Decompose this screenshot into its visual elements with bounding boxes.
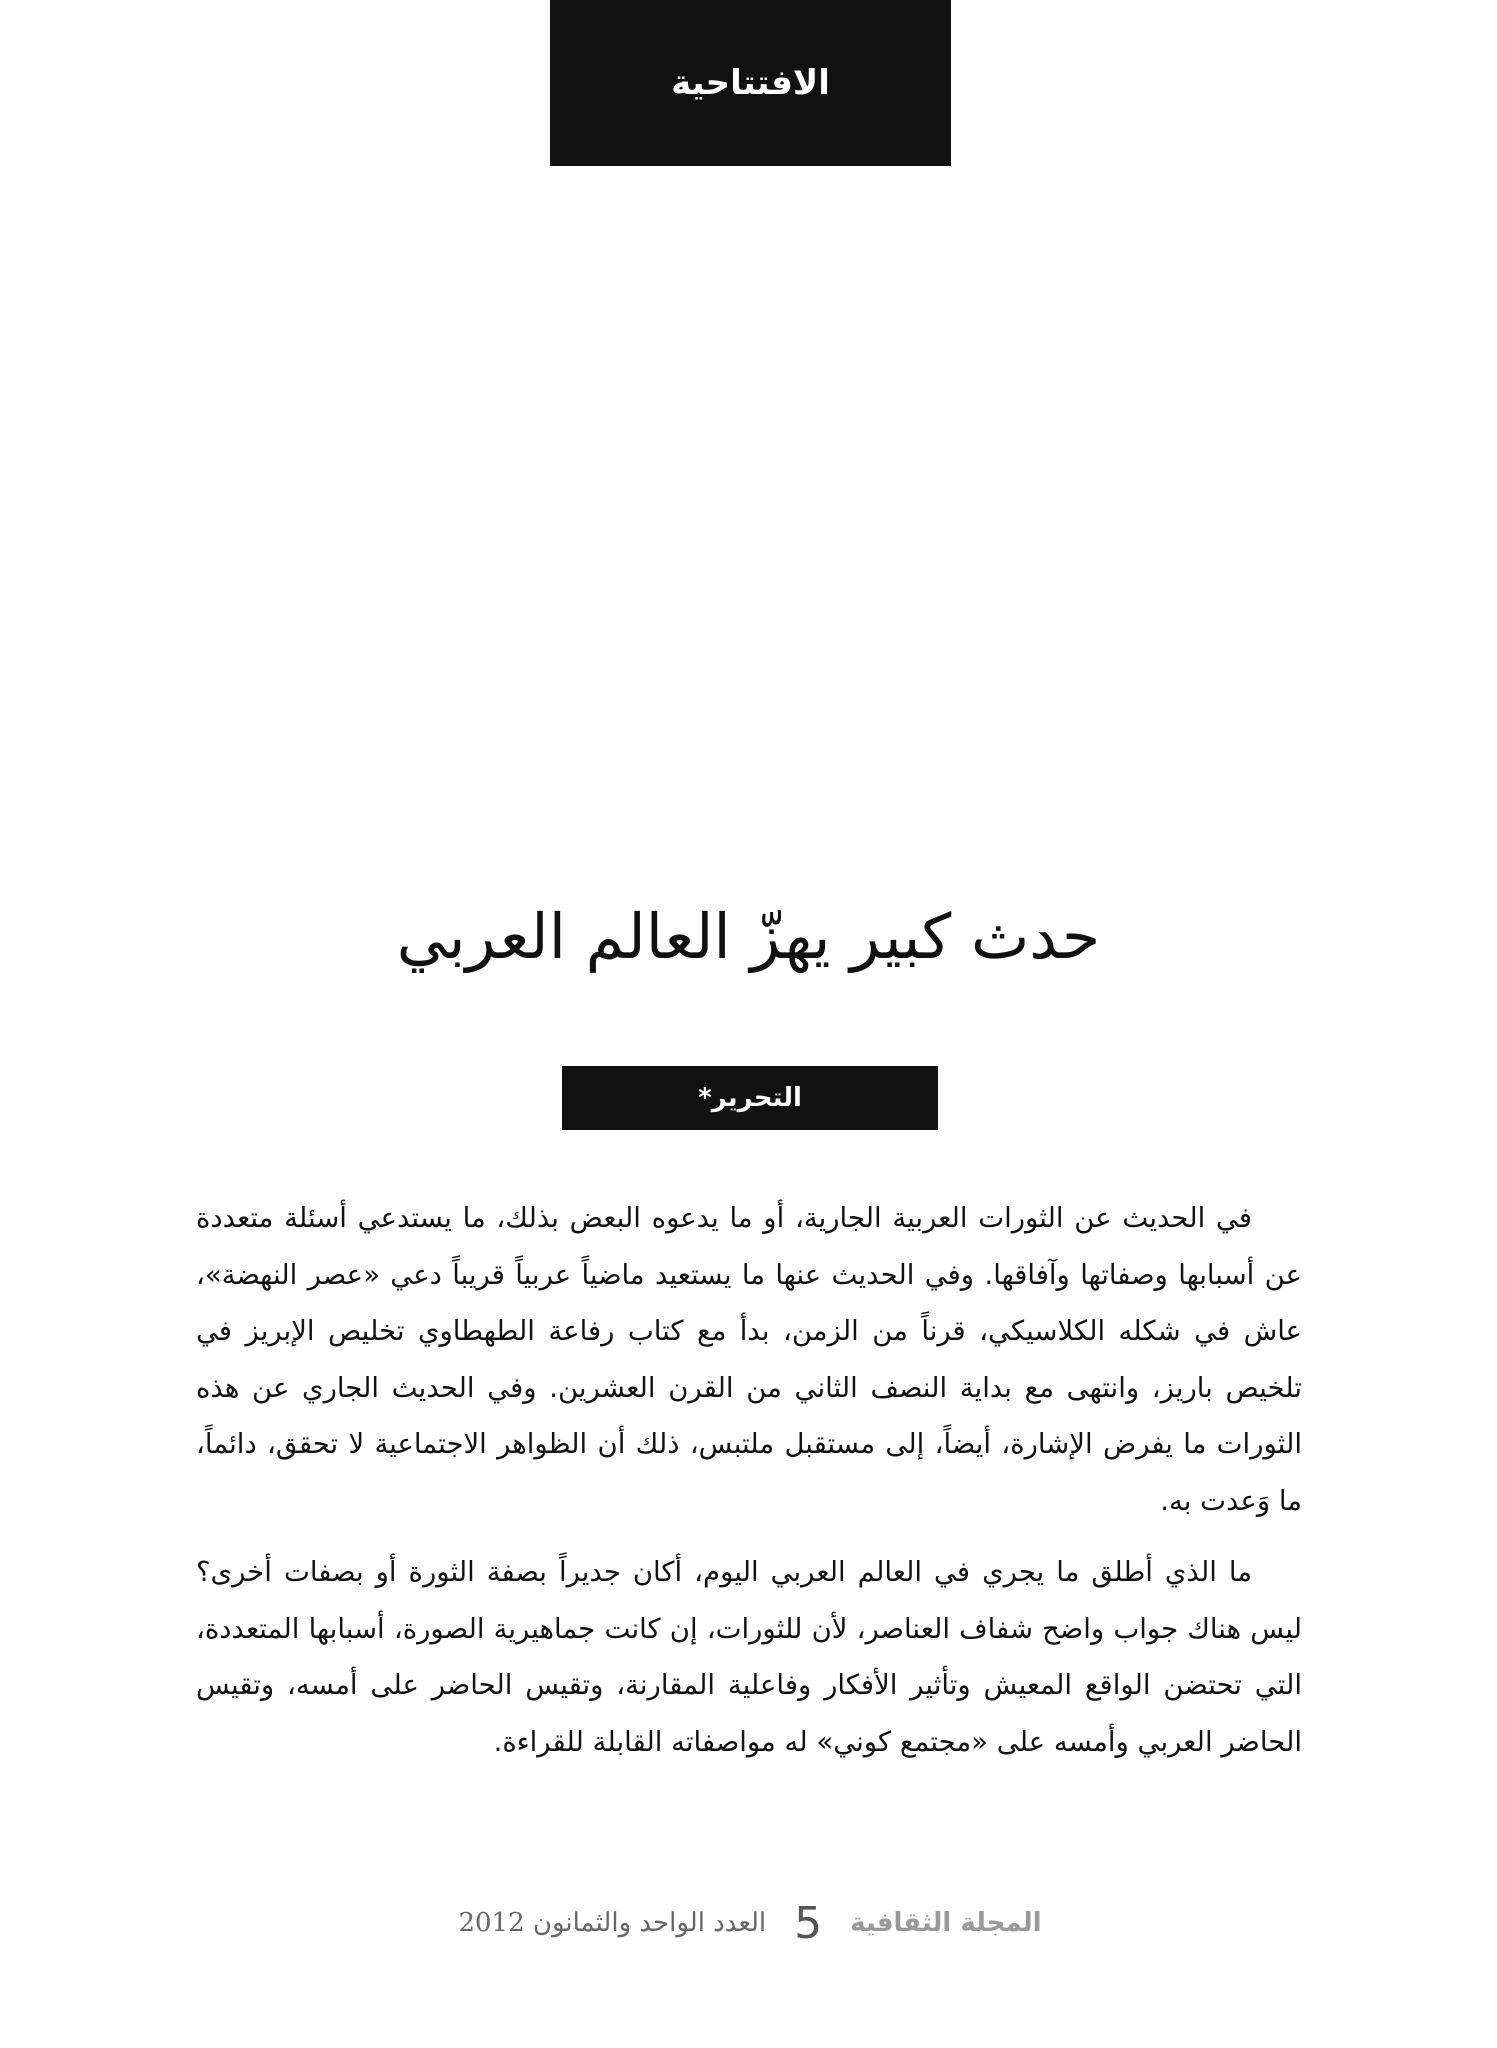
article-title: حدث كبير يهزّ العالم العربي bbox=[396, 900, 1101, 973]
article-body bbox=[196, 1190, 1302, 1770]
paragraph: في الحديث عن الثورات العربية الجارية، أو ما يدعوه البعض بذلك، ما يستدعي أسئلة متعددة عن أسبابها وصفاتها وآفاقها. وفي الحديث عنها ما يستعيد ماضياً عربياً قريباً دعي «عصر النهضة»، عاش في شكله الكلاسيكي، قرناً من الزمن، بدأ مع كتاب رفاعة الطهطاوي تخليص الإبريز في تلخيص باريز، وانتهى مع بداية النصف الثاني من القرن العشرين. وفي الحديث الجاري عن هذه الثورات ما يفرض الإشارة، أيضاً، إلى مستقبل ملتبس، ذلك أن الظواهر الاجتماعية لا تحقق، دائماً، ما وَعدت به. bbox=[196, 1202, 1302, 1517]
issue-label: العدد الواحد والثمانون 2012 bbox=[458, 1908, 767, 1938]
section-label: الافتتاحية bbox=[550, 0, 951, 166]
paragraph: ما الذي أطلق ما يجري في العالم العربي اليوم، أكان جديراً بصفة الثورة أو بصفات أخرى؟ ليس هناك جواب واضح شفاف العناصر، لأن للثورات، إن كانت جماهيرية الصورة، أسبابها المتعددة، التي تحتضن الواقع المعيش وتأثير الأفكار وفاعلية المقارنة، وتقيس الحاضر على أمسه، وتقيس الحاضر العربي وأمسه على «مجتمع كوني» له مواصفاته القابلة للقراءة. bbox=[196, 1556, 1302, 1758]
author-label: التحرير* bbox=[562, 1066, 938, 1130]
page-number: 5 bbox=[794, 1897, 823, 1949]
page-footer bbox=[430, 1893, 1070, 1953]
magazine-name: المجلة الثقافية bbox=[850, 1908, 1042, 1938]
